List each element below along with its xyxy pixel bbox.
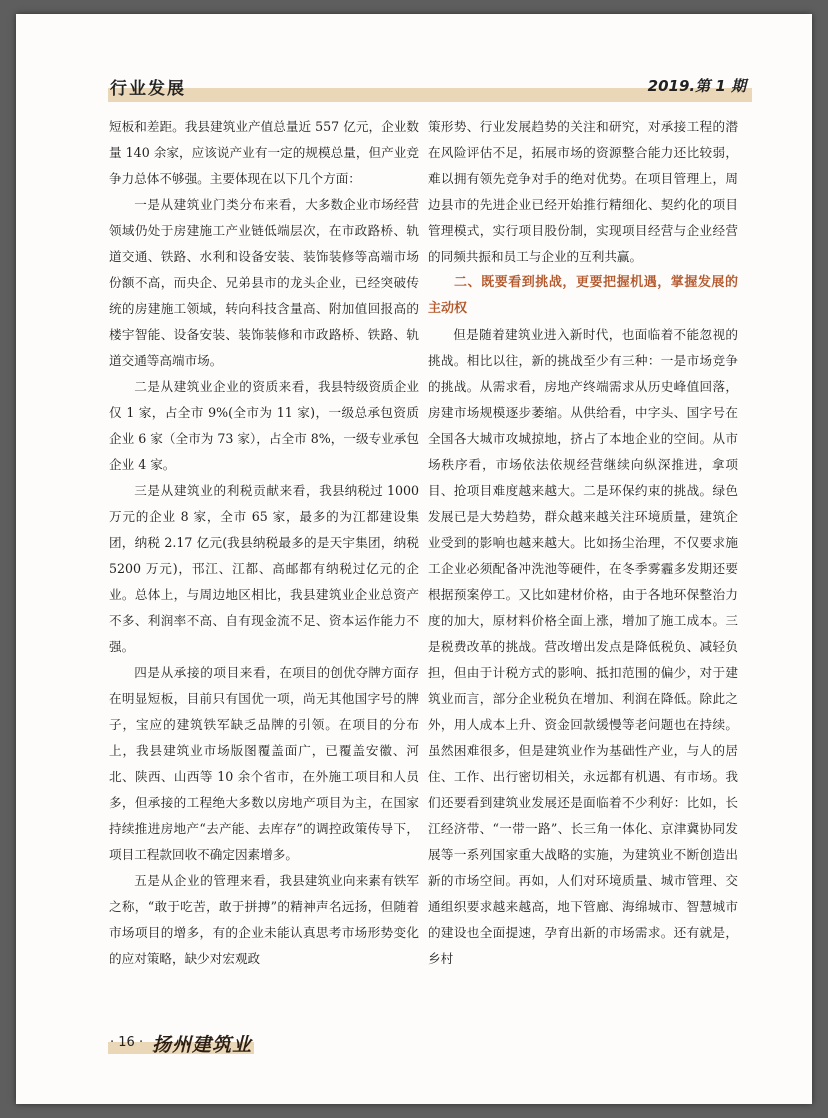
magazine-page [16, 14, 812, 1104]
paragraph-lead: 四是从承接的项目来看， [134, 665, 280, 680]
paragraph-body: 我县特级资质企业仅 1 家，占全市 9%(全市为 11 家)，一级总承包资质企业 6 家（全市为 73 家），占全市 8%，一级专业承包企业 4 家。 [109, 379, 419, 472]
paragraph: 短板和差距。我县建筑业产值总量近 557 亿元，企业数量 140 余家，应该说产业有一定的规模总量，但产业竞争力总体不够强。主要体现在以下几个方面： [109, 119, 419, 186]
paragraph [109, 374, 419, 478]
paragraph: 策形势、行业发展趋势的关注和研究，对承接工程的潜在风险评估不足，拓展市场的资源整合能力还比较弱，难以拥有领先竞争对手的绝对优势。在项目管理上，周边县市的先进企业已经开始推行精细化、契约化的项目管理模式，实行项目股份制，实现项目经营与企业经营的同频共振和员工与企业的互利共赢。 [428, 119, 738, 264]
paragraph-lead: 五是从企业的管理来看， [134, 873, 280, 888]
left-column [109, 114, 419, 1024]
paragraph: 但是随着建筑业进入新时代，也面临着不能忽视的挑战。相比以往，新的挑战至少有三种：一是市场竞争的挑战。从需求看，房地产终端需求从历史峰值回落，房建市场规模逐步萎缩。从供给看，中字头、国字号在全国各大城市攻城掠地，挤占了本地企业的空间。从市场秩序看，市场依法依规经营继续向纵深推进，拿项目、抢项目难度越来越大。二是环保约束的挑战。绿色发展已是大势趋势，群众越来越关注环境质量，建筑企业受到的影响也越来越大。比如扬尘治理，不仅要求施工企业必须配备冲洗池等硬件，在冬季雾霾多发期还要根据预案停工。又比如建材价格，由于各地环保整治力度的加大，原材料价格全面上涨，增加了施工成本。三是税费改革的挑战。营改增出发点是降低税负、减轻负担，但由于计税方式的影响、抵扣范围的偏少，对于建筑业而言，部分企业税负在增加、利润在降低。除此之外，用人成本上升、资金回款缓慢等老问题也在持续。虽然困难很多，但是建筑业作为基础性产业，与人的居住、工作、出行密切相关，永远都有机遇、有市场。我们还要看到建筑业发展还是面临着不少利好：比如，长江经济带、“一带一路”、长三角一体化、京津冀协同发展等一系列国家重大战略的实施，为建筑业不断创造出新的市场空间。再如，人们对环境质量、城市管理、交通组织要求越来越高，地下管廊、海绵城市、智慧城市的建设也全面提速，孕育出新的市场需求。还有就是，乡村 [428, 327, 738, 966]
page-header [108, 74, 752, 104]
section-heading: 二、既要看到挑战，更要把握机遇，掌握发展的主动权 [428, 275, 738, 316]
section-title: 行业发展 [110, 79, 186, 99]
page-number: · 16 · [110, 1035, 144, 1050]
paragraph-lead: 一是从建筑业门类分布来看， [134, 197, 306, 212]
paragraph [109, 868, 419, 972]
magazine-logo: 扬州建筑业 [152, 1034, 253, 1056]
paragraph [109, 478, 419, 660]
paragraph [109, 192, 419, 374]
paragraph-body: 在项目的创优夺牌方面存在明显短板，目前只有国优一项，尚无其他国字号的牌子，宝应的建筑铁军缺乏品牌的引领。在项目的分布上，我县建筑业市场版图覆盖面广，已覆盖安徽、河北、陕西、山西等 10 余个省市，在外施工项目和人员多，但承接的工程绝大多数以房地产项目为主，在国家持续推进房地产“去产能、去库存”的调控政策传导下，项目工程款回收不确定因素增多。 [109, 665, 419, 862]
page-footer [108, 1032, 258, 1058]
paragraph-body: 我县纳税过 1000 万元的企业 8 家，全市 65 家，最多的为江都建设集团，纳税 2.17 亿元(我县纳税最多的是天宇集团，纳税 5200 万元)，邗江、江都、高邮都有纳税过亿元的企业。总体上，与周边地区相比，我县建筑业企业总资产不多、利润率不高、自有现金流不足、资本运作能力不强。 [109, 483, 419, 654]
paragraph-body: 大多数企业市场经营领域仍处于房建施工产业链低端层次，在市政路桥、轨道交通、铁路、水利和设备安装、装饰装修等高端市场份额不高，而央企、兄弟县市的龙头企业，已经突破传统的房建施工领域，转向科技含量高、附加值回报高的楼宇智能、设备安装、装饰装修和市政路桥、铁路、轨道交通等高端市场。 [109, 197, 419, 368]
paragraph-lead: 二是从建筑业企业的资质来看， [134, 379, 318, 394]
issue-label: 2019.第 1 期 [647, 77, 746, 95]
paragraph [109, 660, 419, 868]
paragraph-lead: 三是从建筑业的利税贡献来看， [134, 483, 320, 498]
right-column [428, 114, 738, 1024]
paragraph-body: 我县建筑业向来素有铁军之称，“敢于吃苦，敢于拼搏”的精神声名远扬，但随着市场项目的增多，有的企业未能认真思考市场形势变化的应对策略，缺少对宏观政 [109, 873, 419, 966]
